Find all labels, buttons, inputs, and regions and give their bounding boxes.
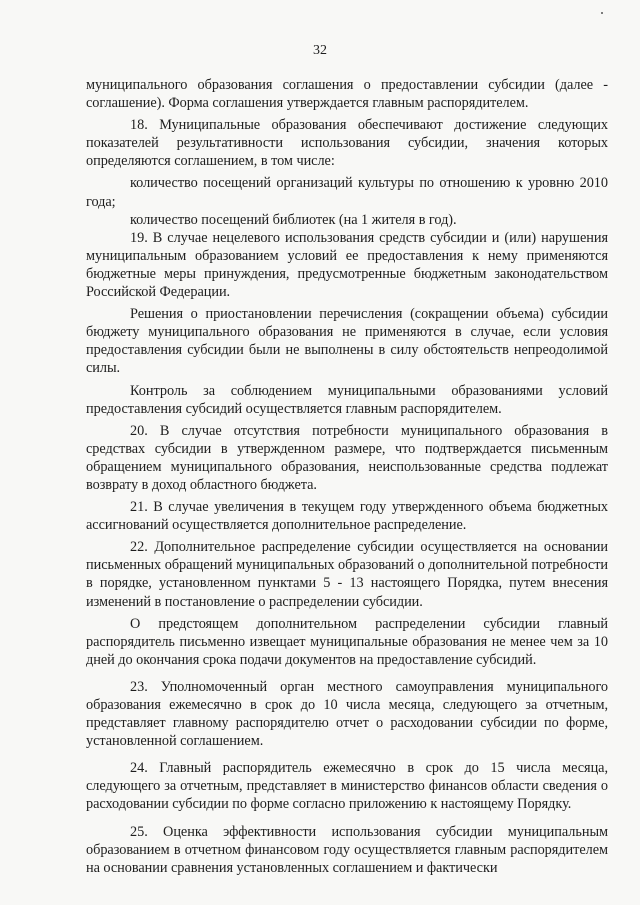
- paragraph: муниципального образования соглашения о предоставлении субсидии (далее - соглашение). Форма соглашения утверждается главным распорядителем.: [86, 77, 608, 112]
- paragraph: 21. В случае увеличения в текущем году утвержденного объема бюджетных ассигнований осуществляется дополнительное распределение.: [86, 499, 608, 534]
- paragraph: 19. В случае нецелевого использования средств субсидии и (или) нарушения муниципальным образованием условий ее предоставления к нему применяются бюджетные меры принуждения, предусмотренные бюджетным законодательством Российской Федерации.: [86, 229, 608, 301]
- page-number: 32: [313, 43, 327, 58]
- paragraph: 20. В случае отсутствия потребности муниципального образования в средствах субсидии в утвержденном размере, что подтверждается письменным обращением муниципального образования, неиспользованные средства подлежат возврату в доход областного бюджета.: [86, 422, 608, 493]
- paragraph: 22. Дополнительное распределение субсидии осуществляется на основании письменных обращений муниципальных образований о дополнительной потребности в порядке, установленном пунктами 5 - 13 настоящего Порядка, путем внесения изменений в постановление о распределении субсидии.: [86, 539, 608, 610]
- document-body: [86, 76, 608, 877]
- paragraph: 23. Уполномоченный орган местного самоуправления муниципального образования ежемесячно в срок до 10 числа месяца, следующего за отчетным, представляет главному распорядителю отчет о расходовании субсидии по форме, установленной соглашением.: [86, 678, 608, 750]
- scan-speck: [601, 12, 603, 14]
- paragraph: Решения о приостановлении перечисления (сокращении объема) субсидии бюджету муниципального образования не применяются в случае, если условия предоставления субсидии были не выполнены в силу обстоятельств непреодолимой силы.: [86, 306, 608, 377]
- paragraph: 18. Муниципальные образования обеспечивают достижение следующих показателей результативности использования субсидии, значения которых определяются соглашением, в том числе:: [86, 117, 608, 170]
- paragraph: О предстоящем дополнительном распределении субсидии главный распорядитель письменно извещает муниципальные образования не менее чем за 10 дней до окончания срока подачи документов на предоставление субсидий.: [86, 615, 608, 668]
- paragraph: Контроль за соблюдением муниципальными образованиями условий предоставления субсидий осуществляется главным распорядителем.: [86, 382, 608, 417]
- paragraph: количество посещений библиотек (на 1 жителя в год).: [130, 211, 457, 228]
- paragraph: 25. Оценка эффективности использования субсидии муниципальным образованием в отчетном финансовом году осуществляется главным распорядителем на основании сравнения установленных соглашением и фактически: [86, 823, 608, 876]
- paragraph: количество посещений организаций культуры по отношению к уровню 2010 года;: [86, 175, 608, 210]
- paragraph: 24. Главный распорядитель ежемесячно в срок до 15 числа месяца, следующего за отчетным, представляет в министерство финансов области сведения о расходовании субсидии по форме согласно приложению к настоящему Порядку.: [86, 760, 608, 813]
